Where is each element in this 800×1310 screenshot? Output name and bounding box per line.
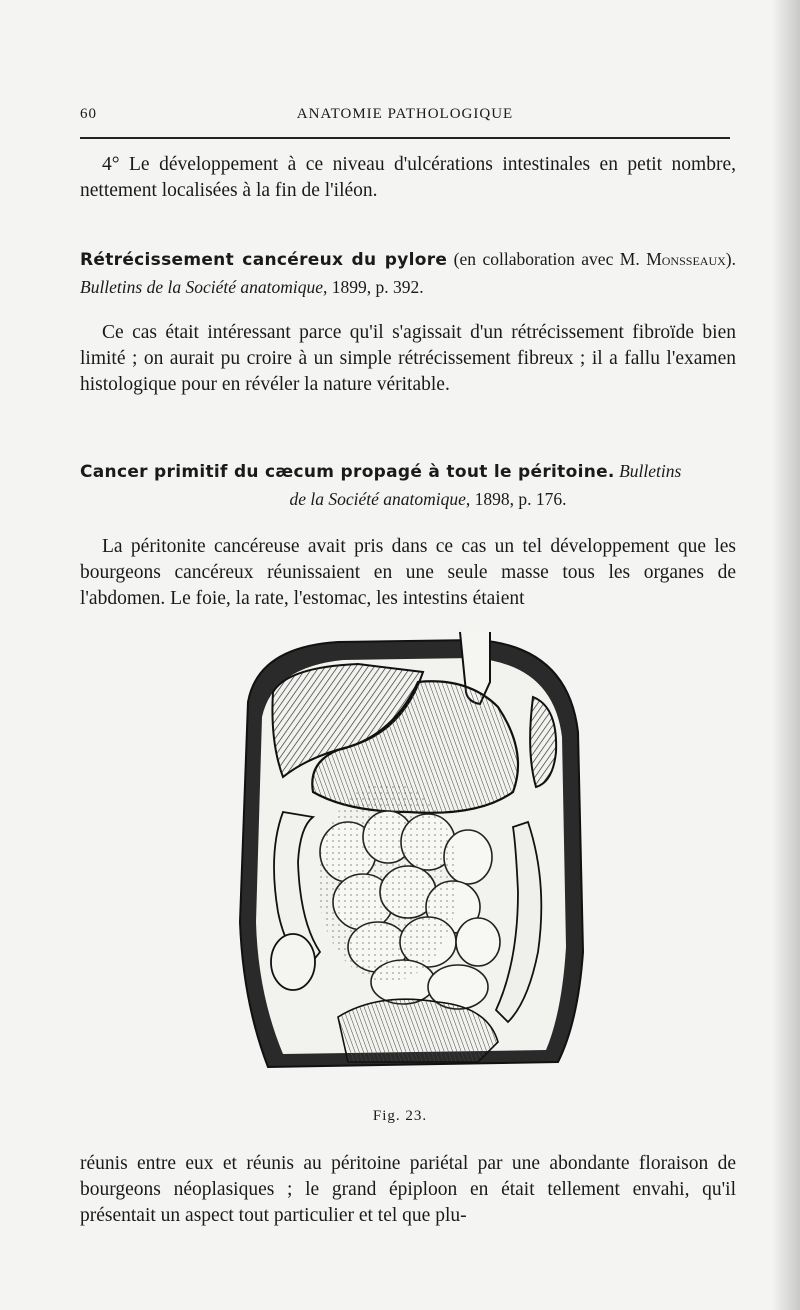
entry-2-ref: , 1898, p. 176. [465,489,567,509]
paragraph-3: La péritonite cancéreuse avait pris dans ce cas un tel développement que les bourgeons cancéreux réunissaient en une seule masse tous les organes de l'abdomen. Le foie, la rate, l'estomac, les intestins étaient [80,536,736,609]
caecum [271,934,315,990]
paragraph-2: Ce cas était intéressant parce qu'il s'agissait d'un rétrécissement fibroïde bien limité ; on aurait pu croire à un simple rétrécissement fibreux ; il a fallu l'examen histologique pour en révéler la nature véritable. [80,322,736,395]
page-number: 60 [80,106,97,122]
entry-1-collab: (en collaboration avec M. [447,249,647,269]
paragraph-1: 4° Le développement à ce niveau d'ulcérations intestinales en petit nombre, nettement localisées à la fin de l'iléon. [80,154,736,201]
entry-1-author: Monsseaux [646,249,726,269]
figure-caption: Fig. 23. [372,1108,428,1124]
entry-1-title: Rétrécissement cancéreux du pylore [80,250,448,270]
bibliography-entry-1 [80,246,736,301]
entry-1-journal: Bulletins de la Société anatomique [80,277,324,297]
anatomical-illustration [228,622,598,1082]
bibliography-entry-2 [80,458,736,513]
entry-2-journal-1: Bulletins [619,461,682,481]
header-rule [80,137,730,139]
paragraph-4: réunis entre eux et réunis au péritoine pariétal par une abondante floraison de bourgeons néoplasiques ; le grand épiploon en était tellement envahi, qu'il présentait un aspect tout particulier et tel que plu- [80,1153,736,1226]
entry-1-close: ). [725,249,736,269]
page-header [80,104,730,130]
entry-2-journal-2: de la Société anatomique [289,489,466,509]
entry-2-title: Cancer primitif du cæcum propagé à tout le péritoine. [80,462,615,482]
entry-1-ref: , 1899, p. 392. [323,277,424,297]
running-title: ANATOMIE PATHOLOGIQUE [296,106,514,122]
